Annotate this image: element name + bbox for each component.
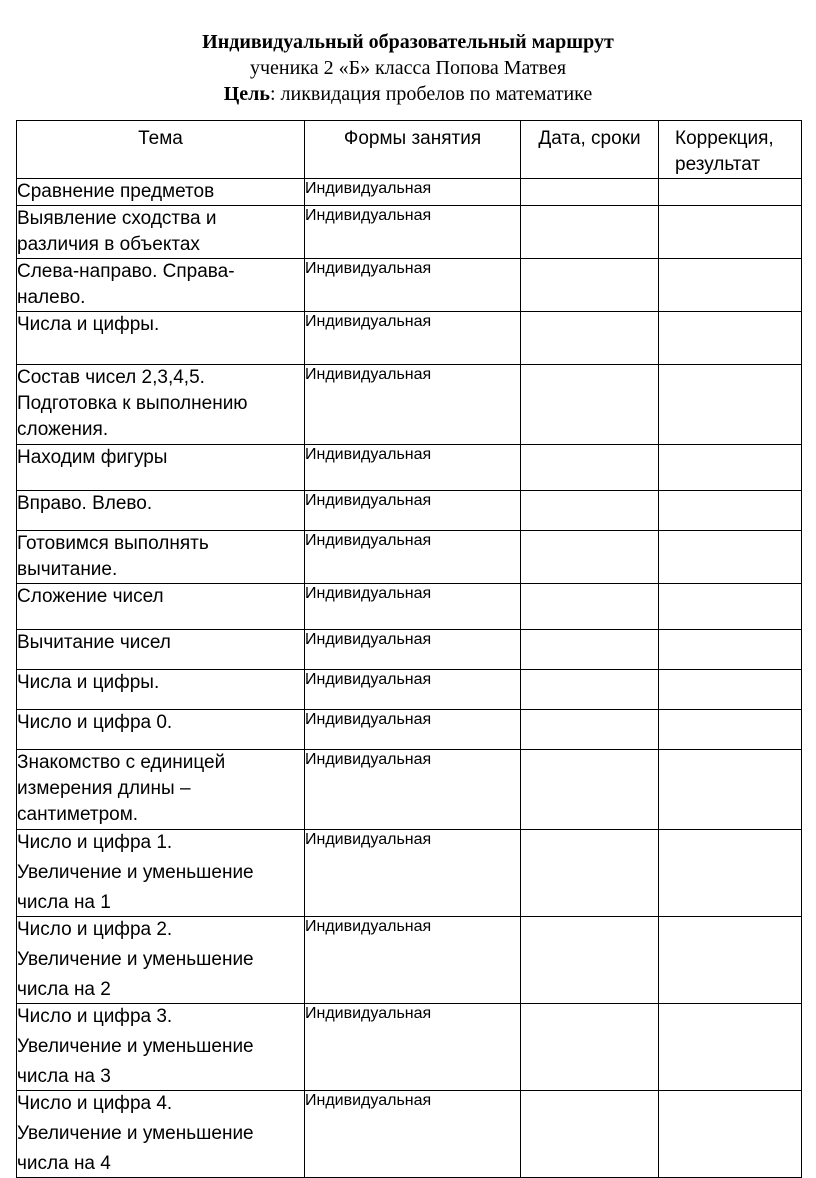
topic-cell [17, 710, 305, 750]
result-cell [659, 491, 802, 531]
goal-line [0, 81, 816, 107]
table-row [17, 917, 802, 1004]
topic-cell [17, 917, 305, 1004]
form-cell: Индивидуальная [305, 206, 521, 259]
table-row [17, 259, 802, 312]
topic-line: Увеличение и уменьшение [17, 862, 254, 883]
topic-cell [17, 1004, 305, 1091]
form-cell: Индивидуальная [305, 179, 521, 206]
topic-line: сантиметром. [17, 804, 139, 825]
topic-line: Вычитание чисел [17, 632, 171, 653]
topic-line: вычитание. [17, 559, 118, 580]
result-cell [659, 584, 802, 630]
form-cell: Индивидуальная [305, 670, 521, 710]
result-cell [659, 365, 802, 445]
topic-line: налево. [17, 287, 86, 308]
date-cell [521, 670, 659, 710]
goal-label: Цель [223, 83, 270, 105]
result-cell [659, 670, 802, 710]
form-cell: Индивидуальная [305, 917, 521, 1004]
topic-line: числа на 4 [17, 1153, 111, 1174]
result-cell [659, 179, 802, 206]
topic-cell [17, 312, 305, 365]
result-cell [659, 445, 802, 491]
topic-line: сложения. [17, 419, 109, 440]
topic-cell [17, 179, 305, 206]
route-table [16, 120, 802, 1178]
topic-line: различия в объектах [17, 234, 200, 255]
topic-line: Числа и цифры. [17, 314, 160, 335]
topic-line: Число и цифра 3. [17, 1006, 173, 1027]
topic-cell [17, 630, 305, 670]
date-cell [521, 584, 659, 630]
table-row [17, 445, 802, 491]
document-title: Индивидуальный образовательный маршрут [202, 31, 614, 53]
date-cell [521, 750, 659, 830]
topic-line: Сложение чисел [17, 586, 164, 607]
topic-line: Числа и цифры. [17, 672, 160, 693]
form-cell: Индивидуальная [305, 259, 521, 312]
topic-line: Число и цифра 2. [17, 919, 173, 940]
date-cell [521, 710, 659, 750]
form-cell: Индивидуальная [305, 710, 521, 750]
date-cell [521, 259, 659, 312]
topic-line: Слева-направо. Справа- [17, 261, 235, 282]
form-cell: Индивидуальная [305, 491, 521, 531]
topic-line: Выявление сходства и [17, 208, 217, 229]
result-cell [659, 1004, 802, 1091]
topic-line: Состав чисел 2,3,4,5. [17, 367, 205, 388]
topic-line: измерения длины – [17, 778, 191, 799]
topic-line: Увеличение и уменьшение [17, 1123, 254, 1144]
form-cell: Индивидуальная [305, 445, 521, 491]
topic-line: Число и цифра 0. [17, 712, 173, 733]
result-cell [659, 917, 802, 1004]
topic-line: Вправо. Влево. [17, 493, 153, 514]
table-row [17, 830, 802, 917]
topic-line: числа на 2 [17, 979, 111, 1000]
topic-line: Число и цифра 4. [17, 1093, 173, 1114]
form-cell: Индивидуальная [305, 630, 521, 670]
column-header-forms: Формы занятия [305, 121, 521, 179]
form-cell: Индивидуальная [305, 750, 521, 830]
date-cell [521, 445, 659, 491]
topic-cell [17, 365, 305, 445]
table-row [17, 365, 802, 445]
result-cell [659, 206, 802, 259]
result-cell [659, 710, 802, 750]
date-cell [521, 830, 659, 917]
topic-cell [17, 750, 305, 830]
result-cell [659, 1091, 802, 1178]
topic-line: числа на 1 [17, 892, 111, 913]
form-cell: Индивидуальная [305, 365, 521, 445]
date-cell [521, 365, 659, 445]
table-row [17, 584, 802, 630]
result-cell [659, 531, 802, 584]
date-cell [521, 531, 659, 584]
table-row [17, 1091, 802, 1178]
topic-cell [17, 206, 305, 259]
date-cell [521, 1091, 659, 1178]
table-header-row [17, 121, 802, 179]
topic-cell [17, 491, 305, 531]
table-row [17, 531, 802, 584]
topic-cell [17, 830, 305, 917]
column-header-date: Дата, сроки [521, 121, 659, 179]
form-cell: Индивидуальная [305, 531, 521, 584]
form-cell: Индивидуальная [305, 830, 521, 917]
topic-line: Готовимся выполнять [17, 533, 209, 554]
column-header-correction: Коррекция, результат [659, 121, 802, 179]
date-cell [521, 206, 659, 259]
topic-cell [17, 670, 305, 710]
topic-cell [17, 1091, 305, 1178]
topic-cell [17, 445, 305, 491]
table-row [17, 206, 802, 259]
topic-line: Сравнение предметов [17, 181, 215, 202]
student-line: ученика 2 «Б» класса Попова Матвея [249, 57, 567, 79]
date-cell [521, 917, 659, 1004]
column-header-topic: Тема [17, 121, 305, 179]
date-cell [521, 491, 659, 531]
date-cell [521, 1004, 659, 1091]
topic-line: Число и цифра 1. [17, 832, 173, 853]
result-cell [659, 830, 802, 917]
table-row [17, 750, 802, 830]
table-row [17, 491, 802, 531]
goal-text: : ликвидация пробелов по математике [269, 83, 593, 105]
topic-cell [17, 531, 305, 584]
document-header [0, 29, 816, 107]
topic-line: Знакомство с единицей [17, 752, 226, 773]
form-cell: Индивидуальная [305, 1004, 521, 1091]
topic-line: Подготовка к выполнению [17, 393, 248, 414]
table-row [17, 1004, 802, 1091]
table-row [17, 630, 802, 670]
result-cell [659, 750, 802, 830]
topic-cell [17, 584, 305, 630]
form-cell: Индивидуальная [305, 584, 521, 630]
form-cell: Индивидуальная [305, 312, 521, 365]
result-cell [659, 312, 802, 365]
table-row [17, 710, 802, 750]
date-cell [521, 630, 659, 670]
table-row [17, 179, 802, 206]
date-cell [521, 179, 659, 206]
topic-line: Находим фигуры [17, 447, 168, 468]
result-cell [659, 259, 802, 312]
topic-cell [17, 259, 305, 312]
table-row [17, 312, 802, 365]
topic-line: числа на 3 [17, 1066, 111, 1087]
topic-line: Увеличение и уменьшение [17, 1036, 254, 1057]
topic-line: Увеличение и уменьшение [17, 949, 254, 970]
result-cell [659, 630, 802, 670]
form-cell: Индивидуальная [305, 1091, 521, 1178]
date-cell [521, 312, 659, 365]
table-row [17, 670, 802, 710]
